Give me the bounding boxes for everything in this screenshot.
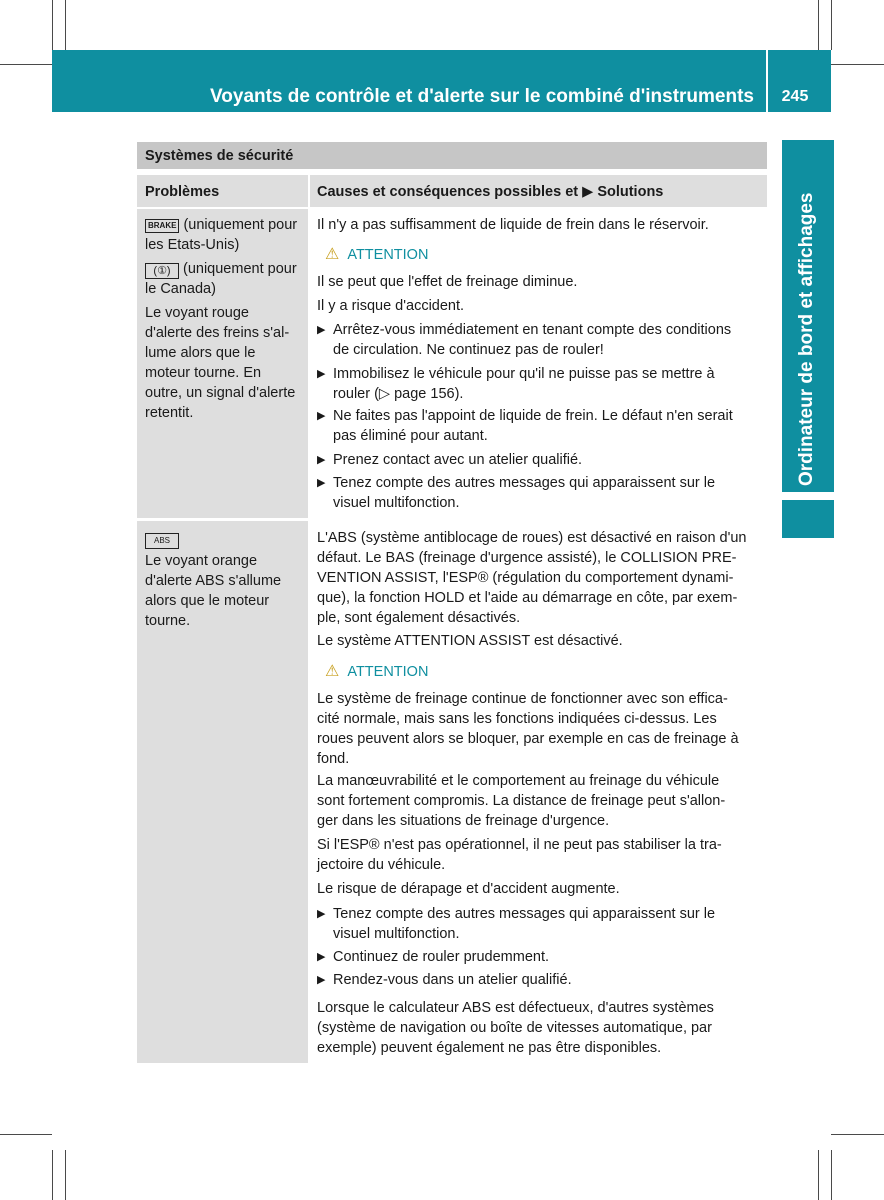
bullet-line: Prenez contact avec un atelier qualifié.	[333, 452, 583, 468]
section-title: Systèmes de sécurité	[145, 148, 294, 164]
side-tab-marker	[782, 500, 834, 538]
row2-p4-line: sont fortement compromis. La distance de freinage peut s'allon-	[317, 793, 726, 809]
bullet-line: visuel multifonction.	[333, 495, 460, 511]
row1-desc-line: d'alerte des freins s'al-	[145, 325, 290, 341]
row2-p1-line: VENTION ASSIST, l'ESP® (régulation du comportement dynami-	[317, 570, 734, 586]
row2-warning-label: ATTENTION	[347, 664, 429, 680]
row2-p6: Le risque de dérapage et d'accident augmente.	[317, 881, 620, 897]
crop-mark	[65, 1150, 66, 1200]
crop-mark	[818, 0, 819, 50]
page-header-title: Voyants de contrôle et d'alerte sur le combiné d'instruments	[210, 86, 754, 107]
crop-mark	[52, 1150, 53, 1200]
row2-bullet	[317, 947, 763, 967]
row1-us-text: (uniquement pour les Etats-Unis)	[145, 217, 298, 253]
bullet-line: Tenez compte des autres messages qui apparaissent sur le	[333, 475, 716, 491]
crop-mark	[65, 0, 66, 50]
row2-p1-line: L'ABS (système antiblocage de roues) est désactivé en raison d'un	[317, 530, 747, 546]
row1-desc-line: outre, un signal d'alerte	[145, 385, 296, 401]
row2-p3-line: Le système de freinage continue de fonctionner avec son effica-	[317, 691, 728, 707]
row2-icon-line	[145, 528, 309, 549]
row1-desc-line: moteur tourne. En	[145, 365, 262, 381]
bullet-line: Continuez de rouler prudemment.	[333, 949, 550, 965]
bullet-arrow-icon: ▶	[317, 974, 326, 986]
warning-triangle-icon: ⚠	[325, 663, 340, 680]
bullet-line: Ne faites pas l'appoint de liquide de frein. Le défaut n'en serait	[333, 408, 733, 424]
brake-circle-icon: (①)	[145, 263, 179, 279]
row1-desc-line: retentit.	[145, 405, 194, 421]
bullet-line: Arrêtez-vous immédiatement en tenant compte des conditions	[333, 322, 732, 338]
row2-p3-line: cité normale, mais sans les fonctions indiquées ci-dessus. Les	[317, 711, 717, 727]
bullet-arrow-icon: ▶	[317, 908, 326, 920]
side-tab-label: Ordinateur de bord et affichages	[796, 192, 817, 486]
bullet-line: Tenez compte des autres messages qui apparaissent sur le	[333, 906, 716, 922]
row2-p7-line: Lorsque le calculateur ABS est défectueux, d'autres systèmes	[317, 1000, 714, 1016]
row1-p2: Il se peut que l'effet de freinage diminue.	[317, 274, 578, 290]
bullet-arrow-icon: ▶	[317, 477, 326, 489]
row1-ca-line	[145, 259, 309, 299]
row2-desc-line: tourne.	[145, 613, 191, 629]
row2-p3	[317, 689, 763, 769]
row1-ca-text: (uniquement pour le Canada)	[145, 261, 297, 297]
row1-warning	[325, 245, 428, 265]
bullet-arrow-icon: ▶	[317, 410, 326, 422]
row2-p1	[317, 528, 763, 628]
crop-mark	[831, 0, 832, 50]
crop-mark	[818, 1150, 819, 1200]
crop-mark	[0, 1134, 52, 1135]
row2-p4-line: ger dans les situations de freinage d'urgence.	[317, 813, 610, 829]
row2-desc	[145, 551, 309, 631]
row2-p5	[317, 835, 763, 875]
crop-mark	[831, 1134, 884, 1135]
row2-p5-line: jectoire du véhicule.	[317, 857, 446, 873]
row2-bullet	[317, 970, 763, 990]
row2-desc-line: Le voyant orange	[145, 553, 258, 569]
row2-p5-line: Si l'ESP® n'est pas opérationnel, il ne peut pas stabiliser la tra-	[317, 837, 722, 853]
row2-p4-line: La manœuvrabilité et le comportement au freinage du véhicule	[317, 773, 720, 789]
page-number: 245	[781, 88, 809, 105]
row2-p1-line: ple, sont également désactivés.	[317, 610, 521, 626]
brake-warning-icon: BRAKE	[145, 219, 179, 233]
bullet-arrow-icon: ▶	[317, 454, 326, 466]
row2-bullet	[317, 904, 763, 944]
crop-mark	[831, 1150, 832, 1200]
row1-us-line	[145, 215, 309, 255]
warning-triangle-icon: ⚠	[325, 246, 340, 263]
bullet-line: de circulation. Ne continuez pas de rouler!	[333, 342, 604, 358]
row1-bullet	[317, 364, 763, 404]
row2-p7-line: (système de navigation ou boîte de vitesses automatique, par	[317, 1020, 712, 1036]
crop-mark	[52, 0, 53, 50]
row1-desc-line: lume alors que le	[145, 345, 256, 361]
row1-desc	[145, 303, 309, 423]
abs-warning-icon: ABS	[145, 533, 179, 549]
row2-p2: Le système ATTENTION ASSIST est désactivé.	[317, 633, 623, 649]
row2-p1-line: défaut. Le BAS (freinage d'urgence assisté), le COLLISION PRE-	[317, 550, 737, 566]
row1-desc-line: Le voyant rouge	[145, 305, 249, 321]
bullet-line: pas éliminé pour autant.	[333, 428, 488, 444]
row2-p3-line: fond.	[317, 751, 350, 767]
row2-p4	[317, 771, 763, 831]
bullet-line: visuel multifonction.	[333, 926, 460, 942]
crop-mark	[831, 64, 884, 65]
row2-p1-line: que), la fonction HOLD et l'aide au démarrage en côte, par exem-	[317, 590, 738, 606]
row1-bullet	[317, 320, 763, 360]
row1-bullet	[317, 473, 763, 513]
column-header-problems-label: Problèmes	[145, 184, 220, 200]
bullet-arrow-icon: ▶	[317, 368, 326, 380]
bullet-line: rouler (▷ page 156).	[333, 386, 464, 402]
bullet-line: Immobilisez le véhicule pour qu'il ne puisse pas se mettre à	[333, 366, 715, 382]
bullet-arrow-icon: ▶	[317, 324, 326, 336]
column-header-causes-label: Causes et conséquences possibles et ▶ Solutions	[317, 184, 664, 200]
row2-warning	[325, 662, 428, 682]
row1-warning-label: ATTENTION	[347, 247, 429, 263]
row1-bullet	[317, 450, 763, 470]
bullet-line: Rendez-vous dans un atelier qualifié.	[333, 972, 572, 988]
crop-mark	[0, 64, 52, 65]
row2-desc-line: alors que le moteur	[145, 593, 270, 609]
row2-desc-line: d'alerte ABS s'allume	[145, 573, 282, 589]
row1-p1: Il n'y a pas suffisamment de liquide de frein dans le réservoir.	[317, 217, 709, 233]
row1-p3: Il y a risque d'accident.	[317, 298, 465, 314]
row2-p7-line: exemple) peuvent également ne pas être disponibles.	[317, 1040, 662, 1056]
bullet-arrow-icon: ▶	[317, 951, 326, 963]
row1-bullet	[317, 406, 763, 446]
row2-p3-line: roues peuvent alors se bloquer, par exemple en cas de freinage à	[317, 731, 739, 747]
row2-p7	[317, 998, 763, 1058]
